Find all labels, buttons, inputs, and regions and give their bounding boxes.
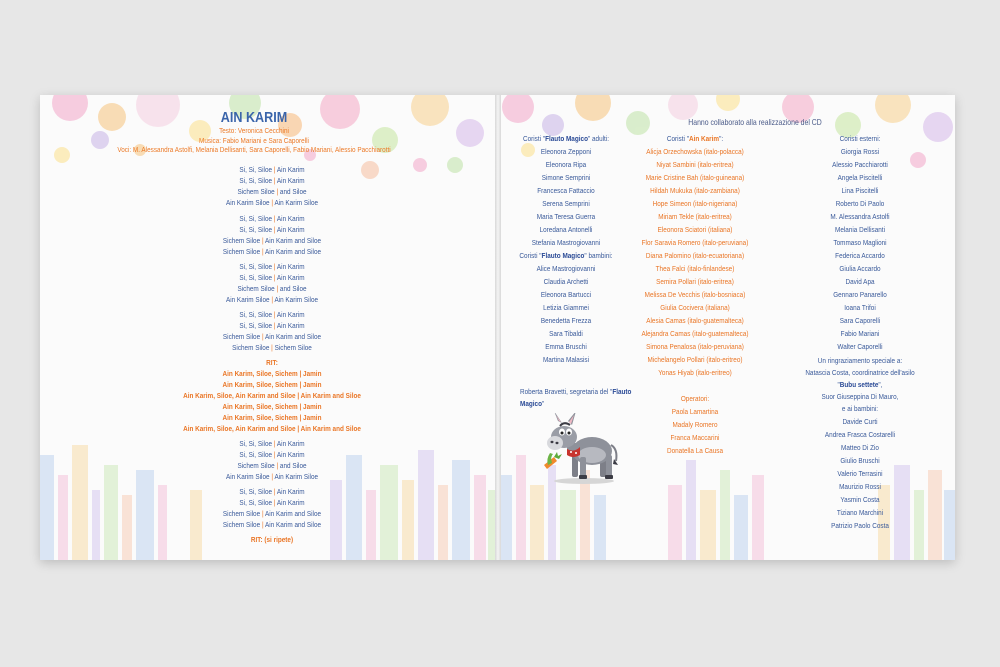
ain-karim-chorister: Marie Cristine Bah (italo-guineana) [645,173,745,182]
refrain-label: RIT: [266,358,278,367]
booklet-spine [495,95,501,560]
ain-karim-chorister: Hildah Mukuka (italo-zambiana) [650,186,740,195]
ain-karim-chorister: Melissa De Vecchis (italo-bosniaca) [644,290,746,299]
lyric-line: Si, Si, Siloe | Ain Karim [239,310,305,319]
lyric-line: Ain Karim Siloe | Ain Karim Siloe [225,198,319,207]
operators-label: Operatori: [680,394,710,403]
lyric-line: Sichem Siloe | Sichem Siloe [232,343,312,352]
adult-choir-label: Coristi "Flauto Magico" adulti: [522,134,610,143]
school-name: "Bubu settete", [837,380,883,389]
credits-heading: Hanno collaborato alla realizzazione del CD [688,118,822,127]
lyric-line: Ain Karim Siloe | Ain Karim Siloe [225,295,319,304]
ain-karim-chorister: Thea Falci (italo-finlandese) [655,264,735,273]
external-chorister: Melania Dellisanti [835,225,885,234]
left-page [40,95,498,560]
child-chorister: Emma Bruschi [545,342,587,351]
lyric-line: Si, Si, Siloe | Ain Karim [239,273,305,282]
ain-karim-chorister: Giulia Cocivera (italiana) [660,303,730,312]
right-page [498,95,955,560]
child-thanked: Maurizio Rossi [839,482,881,491]
adult-chorister: Serena Semprini [542,199,590,208]
ain-karim-chorister: Simona Penalosa (italo-peruviana) [646,342,744,351]
credit-musica: Musica: Fabio Mariani e Sara Caporelli [199,135,309,145]
child-thanked: Tiziano Marchini [836,508,884,517]
child-thanked: Andrea Frasca Costarelli [824,430,896,439]
lyric-line: Sichem Siloe | Ain Karim and Siloe [222,236,322,245]
song-lyrics [40,95,498,560]
ain-karim-chorister: Semira Pollari (italo-eritrea) [656,277,734,286]
child-chorister: Sara Tibaldi [549,329,583,338]
lyric-line: Si, Si, Siloe | Ain Karim [239,439,305,448]
refrain-line: Ain Karim, Siloe, Ain Karim and Siloe | Ain Karim and Siloe [183,391,361,400]
external-chorister: Gennaro Panarello [833,290,887,299]
lyric-line: Si, Si, Siloe | Ain Karim [239,498,305,507]
child-thanked: Giulio Bruschi [840,456,880,465]
refrain-line: Ain Karim, Siloe, Sichem | Jamin [222,380,322,389]
adult-chorister: Loredana Antonelli [539,225,593,234]
thanks-line: Natascia Costa, coordinatrice dell'asilo [805,368,915,377]
thanks-line: e ai bambini: [841,404,879,413]
ain-karim-chorister: Diana Palomino (italo-ecuatoriana) [645,251,745,260]
refrain-line: Ain Karim, Siloe, Sichem | Jamin [222,369,322,378]
ain-karim-chorister: Flor Saravia Romero (italo-peruviana) [641,238,749,247]
external-chorister: Federica Accardo [835,251,885,260]
child-chorister: Letizia Giammei [543,303,589,312]
lyric-line: Si, Si, Siloe | Ain Karim [239,321,305,330]
ain-karim-chorister: Yonas Hiyab (italo-eritreo) [658,368,732,377]
external-chorister: Lina Piscitelli [841,186,879,195]
children-choir-label: Coristi "Flauto Magico" bambini: [519,251,613,260]
lyric-line: Sichem Siloe | and Siloe [237,187,307,196]
lyric-line: Sichem Siloe | Ain Karim and Siloe [222,247,322,256]
lyric-line: Si, Si, Siloe | Ain Karim [239,487,305,496]
child-chorister: Alice Mastrogiovanni [536,264,596,273]
adult-chorister: Maria Teresa Guerra [536,212,596,221]
cd-booklet [40,95,955,560]
refrain-line: Ain Karim, Siloe, Ain Karim and Siloe | Ain Karim and Siloe [183,424,361,433]
child-chorister: Martina Malasisi [542,355,590,364]
operator: Donatella La Causa [666,446,724,455]
donkey-icon [540,413,620,485]
credits-section [498,95,955,560]
operator: Franca Maccarini [670,433,720,442]
child-thanked: Patrizio Paolo Costa [831,521,889,530]
lyric-line: Si, Si, Siloe | Ain Karim [239,262,305,271]
external-chorister: Ioana Trifoi [844,303,876,312]
external-chorister: Fabio Mariani [840,329,880,338]
ain-karim-chorister: Michelangelo Pollari (italo-eritreo) [647,355,743,364]
ain-karim-chorister: Niyat Sambini (italo-eritrea) [656,160,734,169]
lyric-line: Sichem Siloe | Ain Karim and Siloe [222,520,322,529]
child-thanked: Davide Curti [842,417,878,426]
child-thanked: Yasmin Costa [840,495,880,504]
adult-chorister: Stefania Mastrogiovanni [531,238,601,247]
adult-chorister: Eleonora Zepponi [540,147,592,156]
adult-chorister: Eleonora Ripa [545,160,587,169]
refrain-line: Ain Karim, Siloe, Sichem | Jamin [222,402,322,411]
operator: Paola Lamartina [671,407,719,416]
refrain-line: Ain Karim, Siloe, Sichem | Jamin [222,413,322,422]
lyric-line: Ain Karim Siloe | Ain Karim Siloe [225,472,319,481]
adult-chorister: Simone Semprini [541,173,591,182]
song-title: AIN KARIM [220,109,288,126]
external-chorister: Walter Caporelli [837,342,883,351]
ain-karim-chorister: Alejandra Camas (italo-guatemalteca) [641,329,749,338]
external-chorister: Alessio Pacchiarotti [832,160,888,169]
lyric-line: Si, Si, Siloe | Ain Karim [239,165,305,174]
ain-karim-chorister: Alesia Camas (italo-guatemalteca) [646,316,744,325]
lyric-line: Si, Si, Siloe | Ain Karim [239,214,305,223]
credit-testo: Testo: Veronica Cecchini [219,126,289,135]
ain-karim-choir-label: Coristi "Ain Karim": [666,134,724,143]
external-chorister: Roberto Di Paolo [835,199,885,208]
secretary-credit: Roberta Bravetti, segretaria del "Flauto [520,387,632,396]
external-chorister: Sara Caporelli [839,316,881,325]
ain-karim-chorister: Alicja Orzechowska (italo-polacca) [646,147,744,156]
thanks-line: Suor Giuseppina Di Mauro, [821,392,899,401]
lyric-line: Sichem Siloe | and Siloe [237,284,307,293]
lyric-line: Si, Si, Siloe | Ain Karim [239,225,305,234]
ain-karim-chorister: Eleonora Sciatori (italiana) [657,225,733,234]
child-thanked: Valerio Terrasini [837,469,883,478]
credit-voci: Voci: M. Alessandra Astolfi, Melania Dellisanti, Sara Caporelli, Fabio Mariani, Alessio Pacchiarotti [117,145,391,154]
external-chorister: M. Alessandra Astolfi [830,212,890,221]
lyric-line: Sichem Siloe | Ain Karim and Siloe [222,509,322,518]
child-thanked: Matteo Di Zio [841,443,879,452]
external-chorister: David Apa [845,277,875,286]
child-chorister: Benedetta Frezza [540,316,592,325]
lyric-line: Sichem Siloe | and Siloe [237,461,307,470]
external-chorister: Angela Piscitelli [837,173,883,182]
external-choir-label: Coristi esterni: [839,134,881,143]
refrain-repeat: RIT: (si ripete) [250,535,294,544]
adult-chorister: Francesca Fattaccio [537,186,595,195]
ain-karim-chorister: Hope Simeon (italo-nigeriana) [652,199,738,208]
operator: Madaly Romero [672,420,718,429]
child-chorister: Eleonora Bartucci [540,290,592,299]
external-chorister: Giulia Accardo [839,264,881,273]
lyric-line: Sichem Siloe | Ain Karim and Siloe [222,332,322,341]
external-chorister: Tommaso Maglioni [833,238,887,247]
secretary-credit-cont: Magico" [520,399,545,408]
ain-karim-chorister: Miriam Tekle (italo-eritrea) [658,212,732,221]
lyric-line: Si, Si, Siloe | Ain Karim [239,450,305,459]
thanks-heading: Un ringraziamento speciale a: [817,356,903,365]
lyric-line: Si, Si, Siloe | Ain Karim [239,176,305,185]
external-chorister: Giorgia Rossi [840,147,880,156]
child-chorister: Claudia Archetti [543,277,589,286]
